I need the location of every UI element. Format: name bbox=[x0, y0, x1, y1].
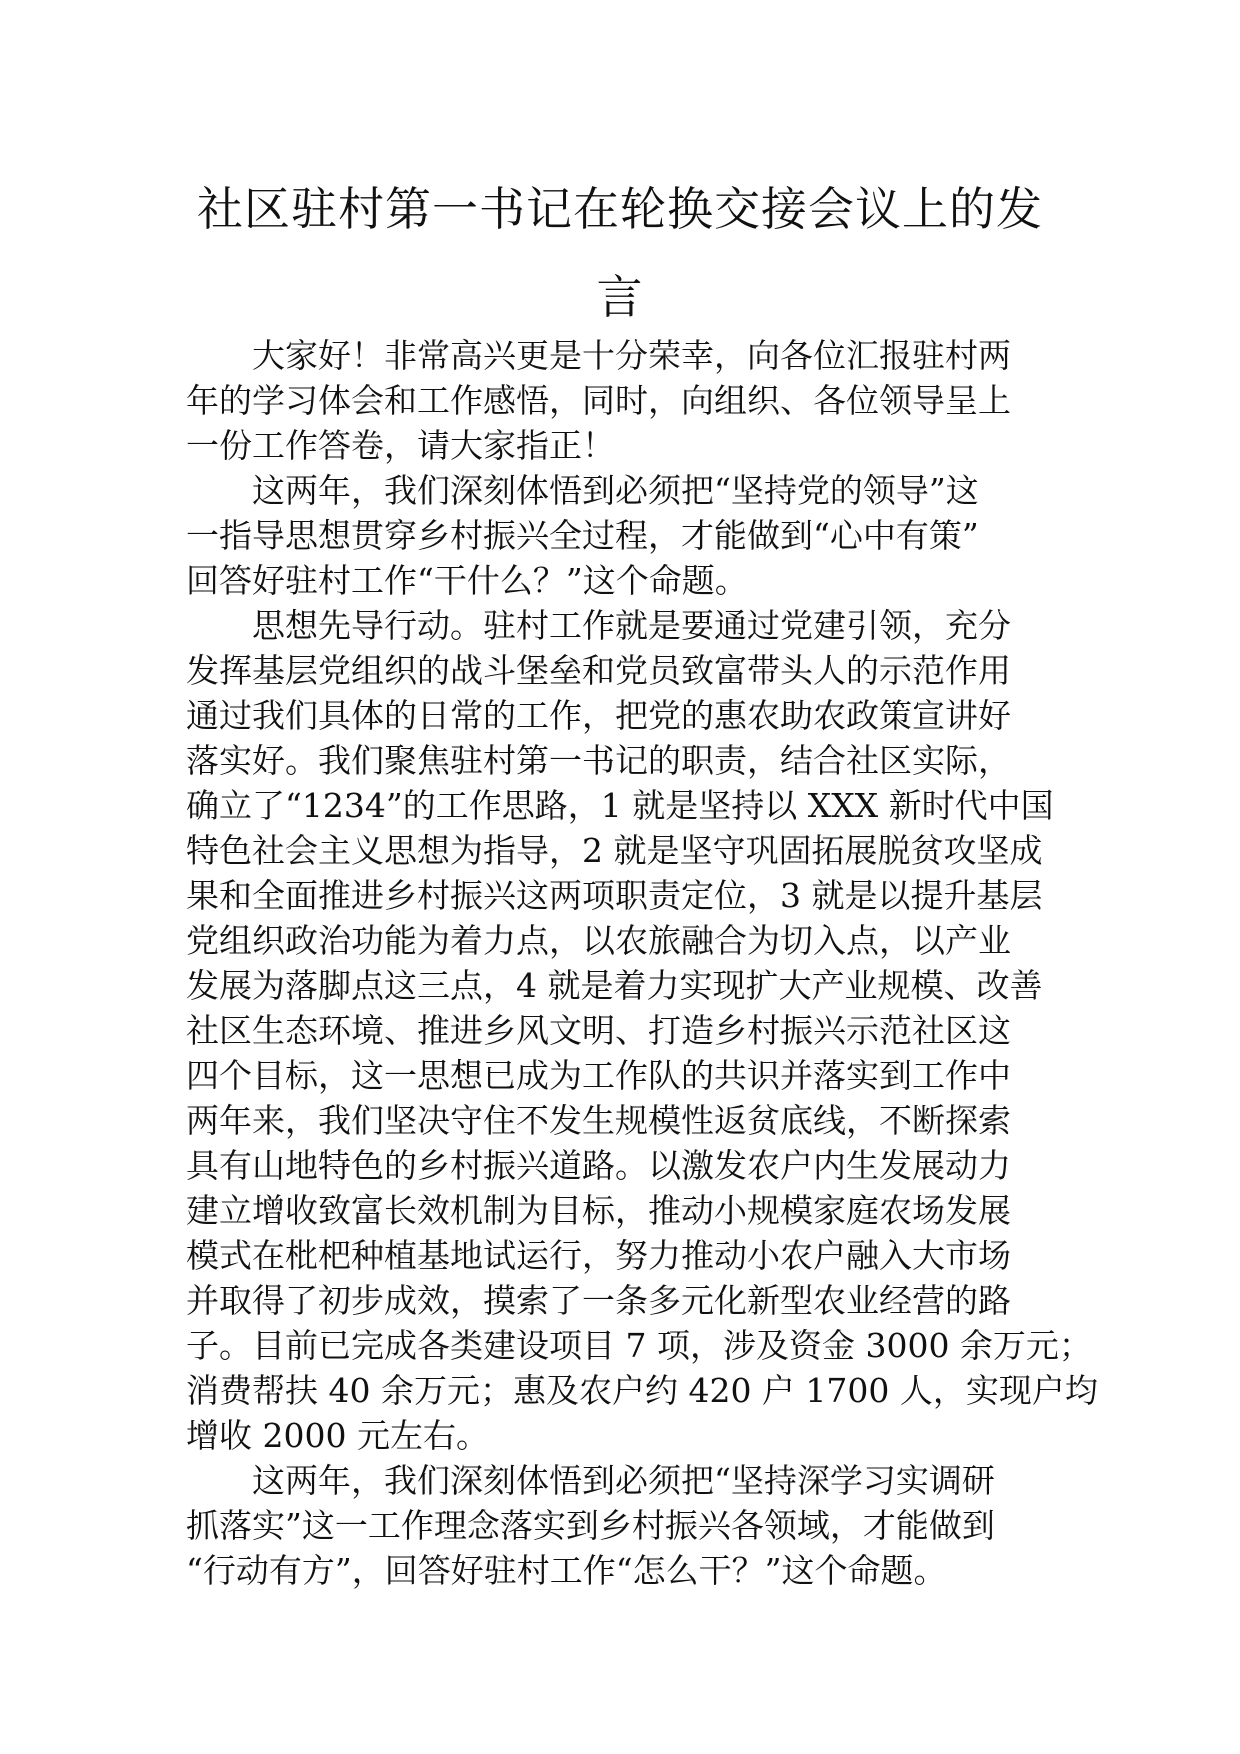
text-line: 这两年，我们深刻体悟到必须把“坚持深学习实调研 bbox=[252, 1461, 995, 1500]
text-line: 通过我们具体的日常的工作，把党的惠农助农政策宣讲好 bbox=[186, 696, 1011, 735]
paragraph-work-approach bbox=[186, 603, 1098, 1458]
text-line: “行动有方”，回答好驻村工作“怎么干？”这个命题。 bbox=[186, 1551, 947, 1590]
text-line: 建立增收致富长效机制为目标，推动小规模家庭农场发展 bbox=[186, 1191, 1011, 1230]
text-line: 发挥基层党组织的战斗堡垒和党员致富带头人的示范作用 bbox=[186, 651, 1011, 690]
text-line: 思想先导行动。驻村工作就是要通过党建引领，充分 bbox=[252, 606, 1011, 645]
text-line: 大家好！非常高兴更是十分荣幸，向各位汇报驻村两 bbox=[252, 336, 1011, 375]
text-line: 子。目前已完成各类建设项目 7 项，涉及资金 3000 余万元； bbox=[186, 1326, 1092, 1365]
text-line: 党组织政治功能为着力点，以农旅融合为切入点，以产业 bbox=[186, 921, 1011, 960]
document-body bbox=[186, 333, 1098, 1593]
document-title bbox=[180, 165, 1060, 341]
title-line-2: 言 bbox=[596, 270, 644, 324]
text-line: 消费帮扶 40 余万元；惠及农户约 420 户 1700 人，实现户均 bbox=[186, 1371, 1098, 1410]
text-line: 年的学习体会和工作感悟，同时，向组织、各位领导呈上 bbox=[186, 381, 1011, 420]
text-line: 确立了“1234”的工作思路，1 就是坚持以 XXX 新时代中国 bbox=[186, 786, 1054, 825]
text-line: 抓落实”这一工作理念落实到乡村振兴各领域，才能做到 bbox=[186, 1506, 995, 1545]
text-line: 四个目标，这一思想已成为工作队的共识并落实到工作中 bbox=[186, 1056, 1011, 1095]
text-line: 模式在枇杷种植基地试运行，努力推动小农户融入大市场 bbox=[186, 1236, 1011, 1275]
paragraph-party-leadership bbox=[186, 468, 1056, 603]
text-line: 特色社会主义思想为指导，2 就是坚守巩固拓展脱贫攻坚成 bbox=[186, 831, 1043, 870]
text-line: 两年来，我们坚决守住不发生规模性返贫底线，不断探索 bbox=[186, 1101, 1011, 1140]
text-line: 一指导思想贯穿乡村振兴全过程，才能做到“心中有策” bbox=[186, 516, 979, 555]
text-line: 社区生态环境、推进乡风文明、打造乡村振兴示范社区这 bbox=[186, 1011, 1011, 1050]
text-line: 一份工作答卷，请大家指正！ bbox=[186, 426, 615, 465]
text-line: 这两年，我们深刻体悟到必须把“坚持党的领导”这 bbox=[252, 471, 979, 510]
text-line: 落实好。我们聚焦驻村第一书记的职责，结合社区实际， bbox=[186, 741, 1011, 780]
text-line: 发展为落脚点这三点，4 就是着力实现扩大产业规模、改善 bbox=[186, 966, 1043, 1005]
text-line: 果和全面推进乡村振兴这两项职责定位，3 就是以提升基层 bbox=[186, 876, 1043, 915]
text-line: 回答好驻村工作“干什么？”这个命题。 bbox=[186, 561, 748, 600]
text-line: 并取得了初步成效，摸索了一条多元化新型农业经营的路 bbox=[186, 1281, 1011, 1320]
text-line: 增收 2000 元左右。 bbox=[186, 1416, 489, 1455]
paragraph-study-research bbox=[186, 1458, 1056, 1593]
title-line-1: 社区驻村第一书记在轮换交接会议上的发 bbox=[197, 182, 1043, 236]
paragraph-greeting bbox=[186, 333, 1056, 468]
text-line: 具有山地特色的乡村振兴道路。以激发农户内生发展动力 bbox=[186, 1146, 1011, 1185]
